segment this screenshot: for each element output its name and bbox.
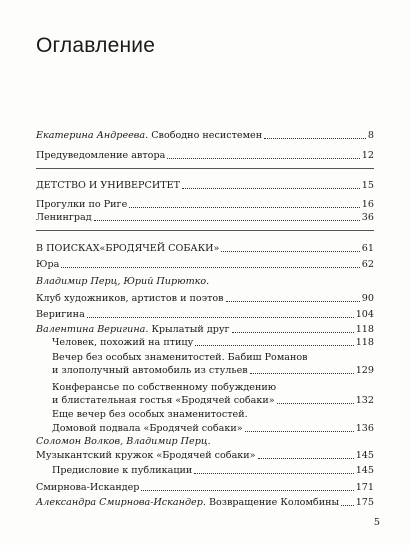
toc-title: Предисловие к публикации bbox=[52, 465, 193, 476]
toc-title: Смирнова-Искандер bbox=[36, 482, 140, 493]
toc-title-line: Еще вечер без особых знаменитостей. bbox=[52, 409, 248, 420]
toc-entry[interactable] bbox=[52, 365, 374, 376]
toc-title: Клуб художников, артистов и поэтов bbox=[36, 293, 224, 304]
toc-title: Ленинград bbox=[36, 212, 92, 223]
page-title: Оглавление bbox=[36, 34, 156, 57]
toc-page: 36 bbox=[361, 212, 374, 223]
leader-dots bbox=[87, 317, 354, 318]
toc-entry[interactable] bbox=[36, 259, 374, 270]
leader-dots bbox=[141, 490, 353, 491]
toc-page: 145 bbox=[355, 450, 374, 461]
toc-title: Прогулки по Риге bbox=[36, 199, 128, 210]
toc-page: 171 bbox=[355, 482, 374, 493]
toc-entry[interactable] bbox=[36, 450, 374, 461]
toc-author: Александра Смирнова-Искандер. bbox=[36, 497, 206, 508]
leader-dots bbox=[182, 188, 360, 189]
leader-dots bbox=[129, 207, 360, 208]
toc-title-line: Конферансье по собственному побуждению bbox=[52, 382, 277, 393]
toc-page: 132 bbox=[355, 395, 374, 406]
toc-title: Музыкантский кружок «Бродячей собаки» bbox=[36, 450, 256, 461]
toc-author-line: Владимир Перц, Юрий Пирютко. bbox=[36, 276, 210, 287]
toc-page: 104 bbox=[355, 309, 374, 320]
toc-title: Возвращение Коломбины bbox=[205, 497, 340, 508]
toc-page: 175 bbox=[355, 497, 374, 508]
toc-title: Веригина bbox=[36, 309, 85, 320]
toc-title: Свободно несистемен bbox=[148, 130, 263, 141]
toc-entry[interactable] bbox=[52, 423, 374, 434]
toc-title: Юра bbox=[36, 259, 60, 270]
toc-entry[interactable] bbox=[36, 293, 374, 304]
toc-entry[interactable] bbox=[36, 150, 374, 161]
toc-title: Домовой подвала «Бродячей собаки» bbox=[52, 423, 243, 434]
section-divider bbox=[36, 230, 374, 231]
toc-author-line: Соломон Волков, Владимир Перц. bbox=[36, 436, 211, 447]
toc-page: 62 bbox=[361, 259, 374, 270]
toc-entry[interactable] bbox=[36, 324, 374, 335]
leader-dots bbox=[221, 251, 359, 252]
leader-dots bbox=[195, 345, 353, 346]
leader-dots bbox=[94, 220, 360, 221]
toc-entry[interactable] bbox=[36, 497, 374, 508]
toc-title: Предуведомление автора bbox=[36, 150, 166, 161]
toc-page: 90 bbox=[361, 293, 374, 304]
leader-dots bbox=[167, 158, 359, 159]
leader-dots bbox=[258, 458, 354, 459]
section-divider bbox=[36, 168, 374, 169]
toc-page: 61 bbox=[361, 243, 374, 254]
toc-page: 118 bbox=[355, 324, 374, 335]
page-number: 5 bbox=[373, 517, 380, 528]
toc-entry[interactable] bbox=[36, 243, 374, 254]
toc-page: 136 bbox=[355, 423, 374, 434]
toc-title-line: Вечер без особых знаменитостей. Бабиш Романов bbox=[52, 352, 308, 363]
leader-dots bbox=[245, 431, 354, 432]
leader-dots bbox=[277, 403, 354, 404]
toc-title: Человек, похожий на птицу bbox=[52, 337, 194, 348]
toc-page: 8 bbox=[367, 130, 374, 141]
toc-section-title: ДЕТСТВО И УНИВЕРСИТЕТ bbox=[36, 180, 181, 191]
leader-dots bbox=[226, 301, 360, 302]
leader-dots bbox=[194, 473, 353, 474]
toc-page: 118 bbox=[355, 337, 374, 348]
toc-page: 145 bbox=[355, 465, 374, 476]
toc-entry[interactable] bbox=[36, 130, 374, 141]
toc-entry[interactable] bbox=[36, 180, 374, 191]
leader-dots bbox=[232, 332, 354, 333]
toc-title: и блистательная гостья «Бродячей собаки» bbox=[52, 395, 275, 406]
toc-entry[interactable] bbox=[52, 395, 374, 406]
toc-entry[interactable] bbox=[52, 337, 374, 348]
toc-entry[interactable] bbox=[36, 482, 374, 493]
toc-page: 16 bbox=[361, 199, 374, 210]
toc-page: 12 bbox=[361, 150, 374, 161]
toc-title: Крылатый друг bbox=[148, 324, 230, 335]
toc-section-title: В ПОИСКАХ«БРОДЯЧЕЙ СОБАКИ» bbox=[36, 243, 220, 254]
leader-dots bbox=[61, 267, 359, 268]
toc-author: Екатерина Андреева. bbox=[36, 130, 149, 141]
toc-entry[interactable] bbox=[36, 199, 374, 210]
leader-dots bbox=[341, 505, 354, 506]
toc-author: Валентина Веригина. bbox=[36, 324, 149, 335]
leader-dots bbox=[250, 373, 354, 374]
leader-dots bbox=[264, 138, 366, 139]
toc-entry[interactable] bbox=[52, 465, 374, 476]
toc-entry[interactable] bbox=[36, 309, 374, 320]
toc-title: и злополучный автомобиль из стульев bbox=[52, 365, 248, 376]
toc-page: 129 bbox=[355, 365, 374, 376]
toc-page: 15 bbox=[361, 180, 374, 191]
toc-entry[interactable] bbox=[36, 212, 374, 223]
